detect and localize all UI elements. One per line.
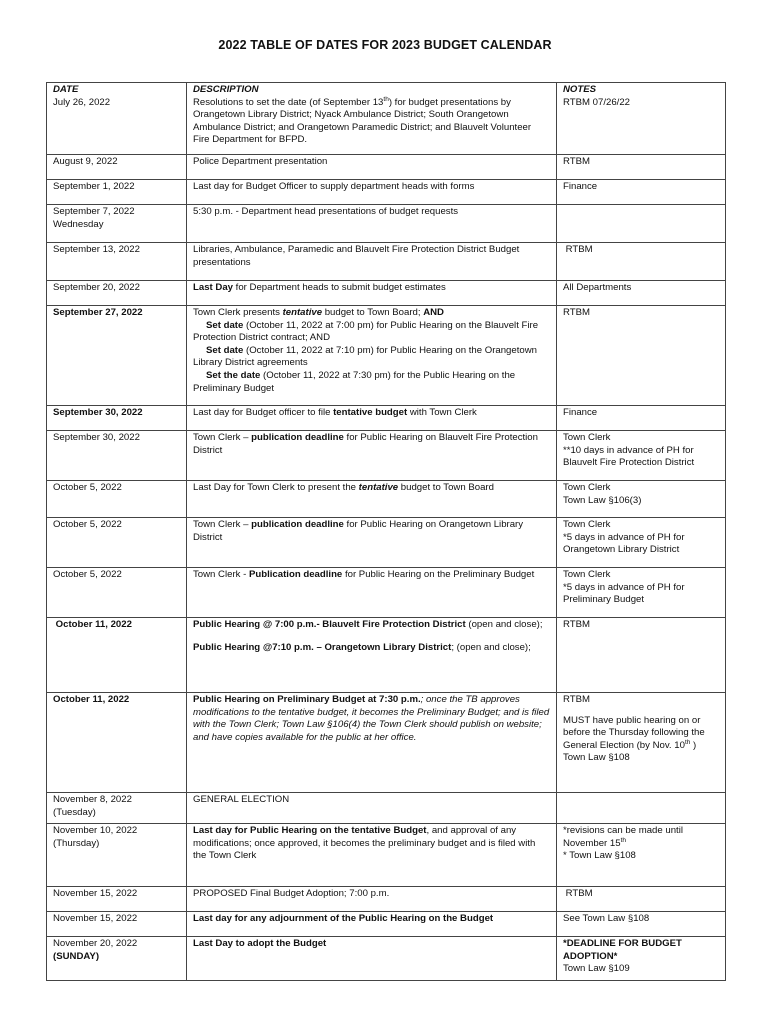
notes-cell: RTBM xyxy=(557,243,726,281)
description-cell: Public Hearing @ 7:00 p.m.- Blauvelt Fire Protection District (open and close); Public Hearing @7:10 p.m. – Orangetown Library District; (open and close); xyxy=(187,618,557,693)
notes-cell: Town Clerk **10 days in advance of PH for Blauvelt Fire Protection District xyxy=(557,431,726,481)
date-cell: November 15, 2022 xyxy=(47,887,187,912)
notes-cell: RTBM xyxy=(557,306,726,406)
description-cell: GENERAL ELECTION xyxy=(187,793,557,824)
notes-cell: All Departments xyxy=(557,281,726,306)
date-cell: October 11, 2022 xyxy=(47,693,187,793)
date-cell: October 5, 2022 xyxy=(47,568,187,618)
description-cell: Last Day to adopt the Budget xyxy=(187,937,557,981)
date-cell xyxy=(47,83,187,155)
notes-cell: RTBM xyxy=(557,155,726,180)
table-row xyxy=(47,824,726,887)
date-cell: November 15, 2022 xyxy=(47,912,187,937)
table-row xyxy=(47,306,726,406)
table-row xyxy=(47,793,726,824)
description-cell: Last day for Public Hearing on the tentative Budget, and approval of any modifications; once approved, it becomes the preliminary budget and is filed with the Town Clerk xyxy=(187,824,557,887)
notes-cell: RTBM xyxy=(557,887,726,912)
table-row xyxy=(47,568,726,618)
date-cell: September 30, 2022 xyxy=(47,431,187,481)
date-cell: September 30, 2022 xyxy=(47,406,187,431)
date-cell: November 10, 2022 (Thursday) xyxy=(47,824,187,887)
table-row xyxy=(47,180,726,205)
table-row xyxy=(47,83,726,155)
description-cell: Town Clerk - Publication deadline for Public Hearing on the Preliminary Budget xyxy=(187,568,557,618)
description-header: DESCRIPTION xyxy=(193,84,259,95)
date-cell: September 13, 2022 xyxy=(47,243,187,281)
description-cell: Town Clerk presents tentative budget to Town Board; AND Set date (October 11, 2022 at 7:00 pm) for Public Hearing on the Blauvelt Fire Protection District contract; AND Set date (October 11, 2022 at 7:10 pm) for Public Hearing on the Orangetown Library District agreements Set the date (October 11, 2022 at 7:30 pm) for the Public Hearing on the Preliminary Budget xyxy=(187,306,557,406)
table-row xyxy=(47,937,726,981)
description-cell: Police Department presentation xyxy=(187,155,557,180)
date-header: DATE xyxy=(53,84,79,95)
description-cell: Public Hearing on Preliminary Budget at 7:30 p.m.; once the TB approves modifications to the tentative budget, it becomes the Preliminary Budget; and is filed with the Town Clerk; Town Law §106(4) the Town Clerk should publish on website; and have copies available for the public at her office. xyxy=(187,693,557,793)
table-row xyxy=(47,481,726,518)
notes-cell: NOTES RTBM 07/26/22 xyxy=(557,83,726,155)
notes-cell: Town Clerk Town Law §106(3) xyxy=(557,481,726,518)
table-row xyxy=(47,243,726,281)
date-cell: November 8, 2022 (Tuesday) xyxy=(47,793,187,824)
notes-cell: RTBM MUST have public hearing on or before the Thursday following the General Election (by Nov. 10th ) Town Law §108 xyxy=(557,693,726,793)
notes-cell: *DEADLINE FOR BUDGET ADOPTION* Town Law §109 xyxy=(557,937,726,981)
description-cell: Last Day for Department heads to submit budget estimates xyxy=(187,281,557,306)
table-row xyxy=(47,912,726,937)
notes-cell xyxy=(557,793,726,824)
date-cell: October 5, 2022 xyxy=(47,481,187,518)
notes-cell: Finance xyxy=(557,406,726,431)
description-cell: Last day for any adjournment of the Public Hearing on the Budget xyxy=(187,912,557,937)
date-cell: September 1, 2022 xyxy=(47,180,187,205)
description-cell: 5:30 p.m. - Department head presentations of budget requests xyxy=(187,205,557,243)
table-row xyxy=(47,618,726,693)
date-value: July 26, 2022 xyxy=(53,96,111,108)
description-cell: DESCRIPTION Resolutions to set the date (of September 13th) for budget presentations by Orangetown Library District; Nyack Ambulance District; South Orangetown Ambulance District; and Orangetown Paramedic District; and Blauvelt Volunteer Fire Department for BFPD. xyxy=(187,83,557,155)
notes-header: NOTES xyxy=(563,84,597,95)
notes-cell: See Town Law §108 xyxy=(557,912,726,937)
description-cell: Last Day for Town Clerk to present the tentative budget to Town Board xyxy=(187,481,557,518)
notes-cell: Town Clerk *5 days in advance of PH for Preliminary Budget xyxy=(557,568,726,618)
notes-cell: RTBM xyxy=(557,618,726,693)
date-cell: November 20, 2022 (SUNDAY) xyxy=(47,937,187,981)
date-cell: October 5, 2022 xyxy=(47,518,187,568)
table-row xyxy=(47,518,726,568)
table-row xyxy=(47,431,726,481)
budget-calendar-table xyxy=(46,82,726,981)
page-title: 2022 TABLE OF DATES FOR 2023 BUDGET CALENDAR xyxy=(218,38,552,52)
date-cell: October 11, 2022 xyxy=(47,618,187,693)
date-cell: September 27, 2022 xyxy=(47,306,187,406)
notes-cell: Finance xyxy=(557,180,726,205)
date-cell: August 9, 2022 xyxy=(47,155,187,180)
table-row xyxy=(47,205,726,243)
table-row xyxy=(47,155,726,180)
date-cell: September 20, 2022 xyxy=(47,281,187,306)
description-cell: Libraries, Ambulance, Paramedic and Blauvelt Fire Protection District Budget presentations xyxy=(187,243,557,281)
notes-cell: *revisions can be made until November 15th * Town Law §108 xyxy=(557,824,726,887)
description-cell: Last day for Budget Officer to supply department heads with forms xyxy=(187,180,557,205)
table-row xyxy=(47,406,726,431)
description-cell: PROPOSED Final Budget Adoption; 7:00 p.m. xyxy=(187,887,557,912)
description-cell: Town Clerk – publication deadline for Public Hearing on Orangetown Library District xyxy=(187,518,557,568)
date-cell: September 7, 2022 Wednesday xyxy=(47,205,187,243)
table-row xyxy=(47,887,726,912)
description-cell: Town Clerk – publication deadline for Public Hearing on Blauvelt Fire Protection District xyxy=(187,431,557,481)
table-row xyxy=(47,693,726,793)
description-cell: Last day for Budget officer to file tentative budget with Town Clerk xyxy=(187,406,557,431)
notes-cell xyxy=(557,205,726,243)
notes-cell: Town Clerk *5 days in advance of PH for Orangetown Library District xyxy=(557,518,726,568)
table-row xyxy=(47,281,726,306)
